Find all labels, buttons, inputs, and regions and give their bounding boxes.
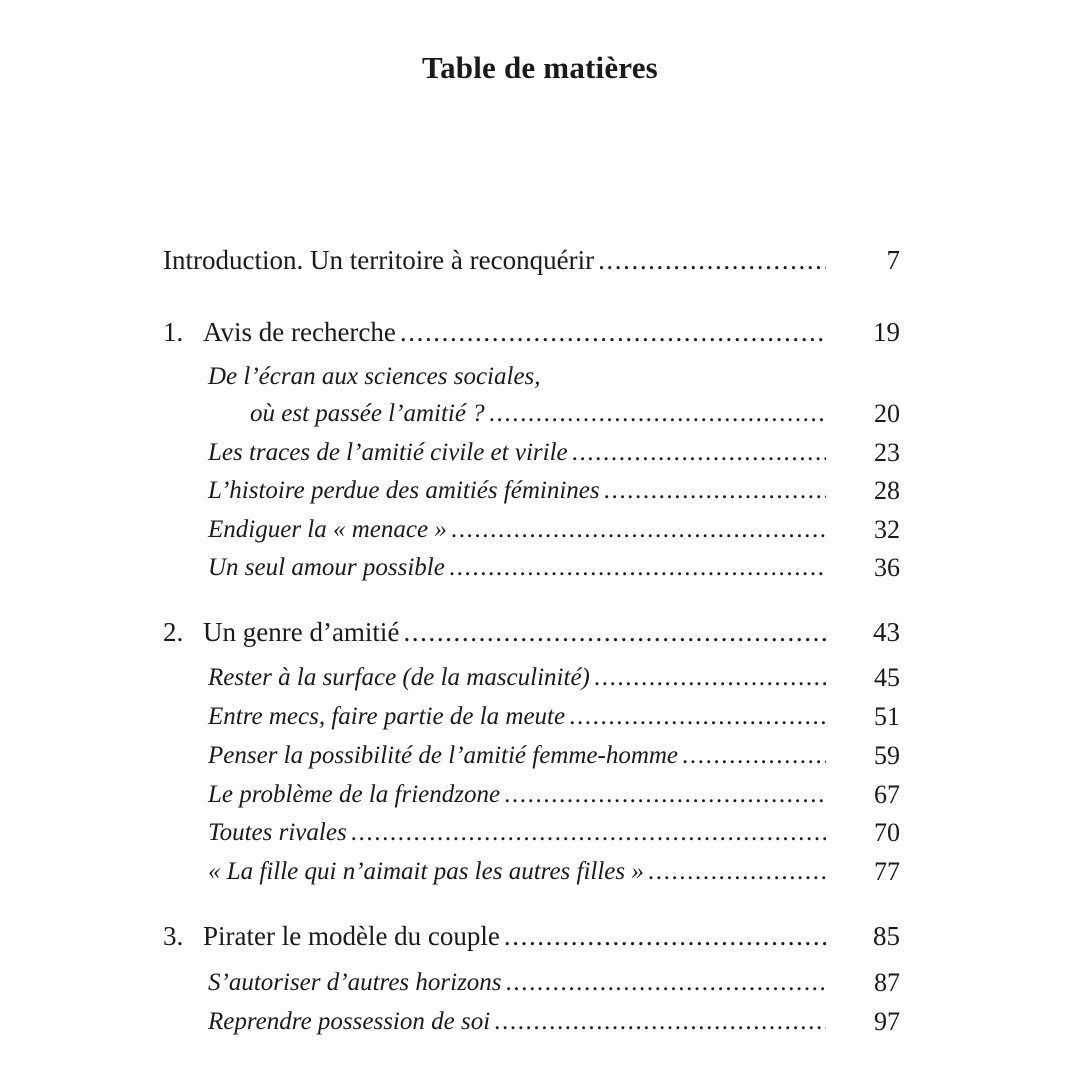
dot-leader — [494, 1005, 826, 1039]
toc-page-number: 45 — [874, 663, 900, 692]
toc-entry-label: Un genre d’amitié — [203, 617, 400, 647]
toc-page-number: 59 — [874, 741, 900, 770]
dot-leader — [572, 436, 826, 470]
toc-section — [208, 1005, 828, 1039]
toc-section-label-line1: De l’écran aux sciences sociales, — [208, 363, 541, 390]
toc-entry-label: Entre mecs, faire partie de la meute — [208, 703, 566, 730]
dot-leader — [451, 513, 826, 547]
toc-entry-label: Penser la possibilité de l’amitié femme-homme — [208, 742, 679, 769]
toc-section — [208, 739, 828, 773]
toc-chapter-2 — [163, 615, 828, 649]
page-title: Table de matières — [422, 50, 658, 85]
toc-entry-label: Avis de recherche — [203, 317, 396, 347]
toc-entry-label: Introduction. Un territoire à reconquérir — [163, 245, 595, 275]
toc-entry-intro — [163, 243, 828, 277]
toc-page-number: 28 — [874, 476, 900, 505]
dot-leader — [400, 315, 826, 349]
dot-leader — [351, 816, 826, 850]
toc-page-number: 51 — [874, 702, 900, 731]
dot-leader — [569, 700, 826, 734]
chapter-number: 3. — [163, 921, 184, 951]
chapter-number: 1. — [163, 317, 184, 347]
dot-leader — [598, 243, 826, 277]
toc-entry-label: L’histoire perdue des amitiés féminines — [208, 477, 600, 504]
toc-entry-label: Toutes rivales — [208, 819, 347, 846]
toc-section — [208, 778, 828, 812]
dot-leader — [604, 474, 826, 508]
toc-page-number: 19 — [873, 317, 900, 347]
toc-entry-label: « La fille qui n’aimait pas les autres filles » — [208, 858, 644, 885]
toc-section — [208, 966, 828, 1000]
dot-leader — [403, 615, 826, 649]
dot-leader — [504, 778, 826, 812]
toc-page-number: 23 — [874, 438, 900, 467]
toc-page-number: 87 — [874, 968, 900, 997]
toc-page-number: 43 — [873, 617, 900, 647]
toc-page-number: 67 — [874, 780, 900, 809]
dot-leader — [506, 966, 826, 1000]
toc-section — [208, 855, 828, 889]
toc-section — [208, 551, 828, 585]
toc-section — [250, 397, 828, 431]
toc-entry-label: Un seul amour possible — [208, 554, 445, 581]
toc-entry-label: Rester à la surface (de la masculinité) — [208, 664, 590, 691]
toc-entry-label: Endiguer la « menace » — [208, 516, 447, 543]
dot-leader — [682, 739, 826, 773]
dot-leader — [449, 551, 826, 585]
toc-chapter-3 — [163, 919, 828, 953]
toc-page-number: 77 — [874, 857, 900, 886]
toc-section — [208, 436, 828, 470]
chapter-number: 2. — [163, 617, 184, 647]
toc-section — [208, 513, 828, 547]
toc-page-number: 85 — [873, 921, 900, 951]
toc-entry-label: Les traces de l’amitié civile et virile — [208, 439, 568, 466]
toc-entry-label: où est passée l’amitié ? — [250, 400, 485, 427]
dot-leader — [504, 919, 826, 953]
toc-entry-label: Le problème de la friendzone — [208, 781, 501, 808]
toc-chapter-1 — [163, 315, 828, 349]
toc-page-number: 32 — [874, 515, 900, 544]
toc-page-number: 20 — [874, 399, 900, 428]
toc-section — [208, 661, 828, 695]
toc-section — [208, 474, 828, 508]
toc-page-number: 70 — [874, 818, 900, 847]
dot-leader — [594, 661, 826, 695]
dot-leader — [648, 855, 826, 889]
toc-entry-label: S’autoriser d’autres horizons — [208, 969, 502, 996]
dot-leader — [489, 397, 826, 431]
toc-page-number: 97 — [874, 1007, 900, 1036]
toc-entry-label: Pirater le modèle du couple — [203, 921, 500, 951]
toc-page-number: 36 — [874, 553, 900, 582]
toc-entry-label: Reprendre possession de soi — [208, 1008, 491, 1035]
toc-section — [208, 700, 828, 734]
toc-page-number: 7 — [886, 245, 900, 275]
toc-section — [208, 816, 828, 850]
